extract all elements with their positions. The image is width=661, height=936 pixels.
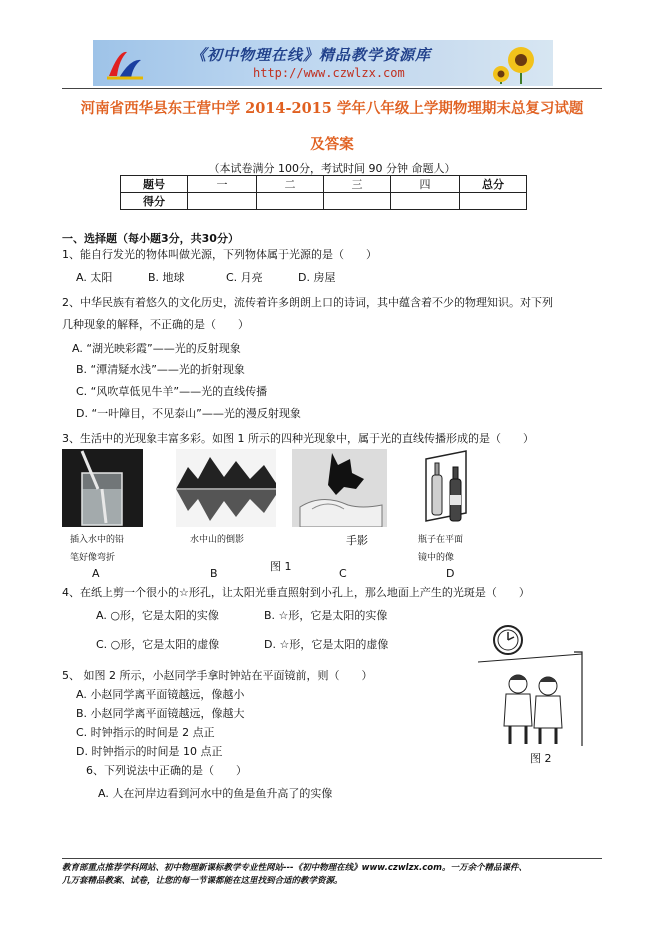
q5-option: C. 时钟指示的时间是 2 点正 xyxy=(76,726,215,739)
q1-option: C. 月亮 xyxy=(226,271,263,284)
banner-title: 《初中物理在线》精品教学资源库 xyxy=(191,46,432,64)
score-cell xyxy=(257,193,324,210)
mirror-clock-figure xyxy=(478,622,588,746)
figure-label: 图 2 xyxy=(530,752,552,765)
score-cell xyxy=(188,193,257,210)
header-rule xyxy=(62,88,602,89)
q4-option: A. ○形，它是太阳的实像 xyxy=(96,609,219,622)
footer-rule xyxy=(62,858,602,859)
table-header: 题号 xyxy=(121,176,188,193)
q2-option: A. “湖光映彩霞”——光的反射现象 xyxy=(72,342,241,355)
q5-option: A. 小赵同学离平面镜越远，像越小 xyxy=(76,688,245,701)
q2-stem: 2、中华民族有着悠久的文化历史，流传着许多朗朗上口的诗词，其中蕴含着不少的物理知识。对下列 xyxy=(62,296,553,309)
score-cell xyxy=(391,193,460,210)
q2-stem-line2: 几种现象的解释，不正确的是（ ） xyxy=(62,318,249,331)
banner-url[interactable]: http://www.czwlzx.com xyxy=(253,66,405,80)
q4-option: B. ☆形，它是太阳的实像 xyxy=(264,609,388,622)
table-row-label: 得分 xyxy=(121,193,188,210)
q2-option: D. “一叶障目，不见泰山”——光的漫反射现象 xyxy=(76,407,301,420)
figure-caption: 镜中的像 xyxy=(418,553,455,563)
score-table-header-row xyxy=(121,176,527,193)
figure-caption: 水中山的倒影 xyxy=(190,535,245,545)
figure-caption: 笔好像弯折 xyxy=(70,553,116,563)
q5-option: B. 小赵同学离平面镜越远，像越大 xyxy=(76,707,245,720)
figure-caption: 瓶子在平面 xyxy=(418,535,464,545)
q6-stem: 6、下列说法中正确的是（ ） xyxy=(86,764,247,777)
figure-label: 图 1 xyxy=(270,560,292,573)
q1-option: D. 房屋 xyxy=(298,271,336,284)
exam-note: （本试卷满分 100分，考试时间 90 分钟 命题人） xyxy=(208,162,456,175)
q3-stem: 3、生活中的光现象丰富多彩。如图 1 所示的四种光现象中，属于光的直线传播形成的是（ ） xyxy=(62,432,534,445)
figure-letter: B xyxy=(210,567,218,580)
q4-stem: 4、在纸上剪一个很小的☆形孔，让太阳光垂直照射到小孔上，那么地面上产生的光斑是（ ） xyxy=(62,586,530,599)
q6-option: A. 人在河岸边看到河水中的鱼是鱼升高了的实像 xyxy=(98,787,333,800)
exam-title-line2: 及答案 xyxy=(310,136,354,153)
sunflower-icon xyxy=(491,44,545,84)
table-header: 二 xyxy=(257,176,324,193)
figure-letter: A xyxy=(92,567,100,580)
score-table-row xyxy=(121,193,527,210)
exam-title: 河南省西华县东王营中学 2014-2015 学年八年级上学期物理期末总复习试题 xyxy=(80,100,584,117)
q2-option: B. “潭清疑水浅”——光的折射现象 xyxy=(76,363,245,376)
mountain-reflection-image xyxy=(176,449,276,527)
header-banner xyxy=(93,40,553,86)
pencil-in-water-image xyxy=(62,449,143,527)
figure-letter: C xyxy=(339,567,347,580)
q4-option: C. ○形，它是太阳的虚像 xyxy=(96,638,220,651)
table-header: 总分 xyxy=(460,176,527,193)
q5-option: D. 时钟指示的时间是 10 点正 xyxy=(76,745,223,758)
figure-caption: 插入水中的铅 xyxy=(70,535,125,545)
score-cell xyxy=(460,193,527,210)
footer-line: 教育部重点推荐学科网站、初中物理新课标教学专业性网站---《初中物理在线》www.czwlzx.com。一万余个精品课件、 xyxy=(62,863,527,873)
table-header: 四 xyxy=(391,176,460,193)
clock-mirror-icon xyxy=(478,622,588,746)
section-heading: 一、选择题（每小题3分，共30分） xyxy=(62,232,239,245)
score-cell xyxy=(324,193,391,210)
bottle-mirror-image xyxy=(420,449,475,527)
q1-stem: 1、能自行发光的物体叫做光源，下列物体属于光源的是（ ） xyxy=(62,248,377,261)
figure-letter: D xyxy=(446,567,455,580)
table-header: 三 xyxy=(324,176,391,193)
q1-option: B. 地球 xyxy=(148,271,185,284)
q2-option: C. “风吹草低见牛羊”——光的直线传播 xyxy=(76,385,268,398)
table-header: 一 xyxy=(188,176,257,193)
figure-caption: 手影 xyxy=(346,534,368,547)
q4-option: D. ☆形，它是太阳的虚像 xyxy=(264,638,389,651)
footer-line: 几万套精品教案、试卷，让您的每一节课都能在这里找到合适的教学资源。 xyxy=(62,876,343,886)
footer-text xyxy=(62,862,527,888)
score-table xyxy=(120,175,527,210)
q5-stem: 5、 如图 2 所示，小赵同学手拿时钟站在平面镜前，则（ ） xyxy=(62,669,373,682)
hand-shadow-image xyxy=(292,449,387,527)
q1-option: A. 太阳 xyxy=(76,271,113,284)
site-logo-icon xyxy=(105,46,145,82)
